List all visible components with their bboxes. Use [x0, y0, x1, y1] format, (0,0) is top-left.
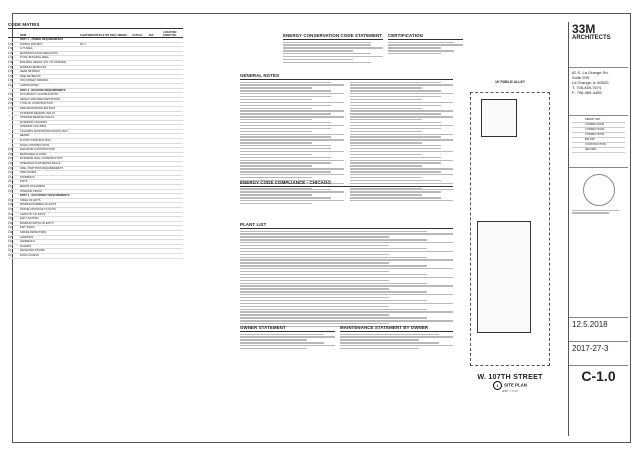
table-row: 2.10 FIRE DOORS [8, 171, 183, 176]
table-row: 2.09 FIRE / PARTITION REQUIREMENTS [8, 167, 183, 172]
energy-conservation-statement [283, 33, 383, 71]
firm-logo: 33M [572, 21, 596, 36]
issue-date: 12.5.2018 [572, 319, 608, 329]
plant-list-title: PLANT LIST [240, 222, 453, 229]
table-row: BEAMS [8, 134, 183, 139]
project-number-cell [569, 342, 628, 366]
energy-code-compliance-title: ENERGY CODE COMPLIANCE - CHICAGO [240, 180, 453, 187]
table-row: 1.05 BUILDING HEIGHT (NO. OF STORIES) [8, 61, 183, 66]
architect-stamp [583, 174, 615, 206]
revision-row: CORRECTIONS [572, 133, 625, 138]
sheet-number: C-1.0 [581, 367, 616, 384]
lot-outline [470, 92, 550, 366]
table-row: 3.09 LANDINGS [8, 236, 183, 241]
detail-number: 1 [493, 381, 502, 390]
table-row: PART 3 - OCCUPANCY REQUIREMENTS [8, 194, 183, 199]
table-row: 3.01 TABLE OF EXITS [8, 199, 183, 204]
firm-address: 82 S. La Grange Rd. Suite 205 La Grange, IL 60525 T: 708-469-7674 F: 708-469-4455 [569, 68, 628, 116]
table-row: 1.06 MINIMUM SETBACKS [8, 66, 183, 71]
table-row: 3.06 MINIMUM WIDTH OF EXITS [8, 222, 183, 227]
energy-conservation-title: ENERGY CONSERVATION CODE STATEMENT [283, 33, 383, 38]
certification [388, 33, 463, 71]
table-row: FLOOR CONSTRUCTION [8, 139, 183, 144]
owner-statement [240, 325, 335, 365]
table-row: 1.10 LANDSCAPING [8, 84, 183, 89]
alley-label: 16' PUBLIC ALLEY [494, 80, 526, 84]
certification-title: CERTIFICATION [388, 33, 463, 40]
table-row: 3.08 SMOKE DETECTORS [8, 231, 183, 236]
general-notes [240, 73, 453, 178]
table-row: PART 2 - BUILDING REQUIREMENTS [8, 89, 183, 94]
revision-row: CORRECTIONS [572, 123, 625, 128]
street-label: W. 107TH STREET [477, 372, 543, 381]
table-row: 3.12 RECEIVING ROOMS [8, 249, 183, 254]
table-row: PART 1 - ZONING REQUIREMENTS [8, 38, 183, 43]
table-row: 3.07 EXIT SIGNS [8, 226, 183, 231]
revision-row: CONSTRUCTION [572, 143, 625, 148]
table-row: INTERIOR BEARING WALLS [8, 116, 183, 121]
table-row: ROOF CONSTRUCTION [8, 144, 183, 149]
table-row: 3.10 HANDRAILS [8, 240, 183, 245]
table-row: 1.01 ZONING DISTRICT RT-4 [8, 43, 183, 48]
revision-row: RECORD [572, 148, 625, 153]
table-row: 2.08 OPENINGS IN EXTERIOR WALLS [8, 162, 183, 167]
table-row: 2.02 HEIGHT AND AREA LIMITATIONS [8, 98, 183, 103]
code-matrix-header: ITEM CHAPTER/ARTICLE OR REQ / NEEDS ACTUAL N/A LOCATION SHEET NO. [8, 29, 183, 38]
firm-block [569, 22, 628, 68]
site-plan [458, 80, 562, 393]
code-matrix [8, 22, 183, 436]
code-matrix-body [8, 38, 183, 259]
table-row: 3.05 EXIT LIGHTING [8, 217, 183, 222]
title-block [568, 22, 628, 436]
table-row: 2.01 OCCUPANCY CLASSIFICATION [8, 93, 183, 98]
house-footprint [477, 221, 531, 333]
table-row: 3.02 MINIMUM NUMBER OF EXITS [8, 203, 183, 208]
table-row: 2.12 EXITS [8, 180, 183, 185]
table-row: 2.14 INTERIOR FINISH [8, 190, 183, 195]
table-row: 2.03 TYPE OF CONSTRUCTION [8, 102, 183, 107]
table-row: INTERIOR COLUMNS [8, 125, 183, 130]
table-row: 2.04 FIRE RESISTANCE RATINGS [8, 107, 183, 112]
site-plan-scale: 3/32" = 1'-0" [501, 390, 519, 393]
table-row: 1.02 LOT AREA [8, 47, 183, 52]
table-row: 1.04 TOTAL BUILDING AREA [8, 56, 183, 61]
table-row: 1.09 OFF-STREET PARKING [8, 79, 183, 84]
plant-list [240, 222, 453, 322]
revision-list [569, 116, 628, 168]
maintenance-statement [340, 325, 453, 365]
project-number: 2017-27-3 [572, 343, 609, 353]
table-row: 2.07 EXTERIOR WALL CONSTRUCTION [8, 157, 183, 162]
date-cell [569, 318, 628, 342]
owner-statement-title: OWNER STATEMENT [240, 325, 335, 332]
revision-row: CORRECTIONS [572, 128, 625, 133]
table-row: 2.05 ELEVATOR CONSTRUCTION [8, 148, 183, 153]
table-row: 2.06 MEZZANINE FLOORS [8, 153, 183, 158]
table-row: 2.13 MEANS OF EGRESS [8, 185, 183, 190]
sheet-number-cell [569, 366, 628, 406]
table-row: 2.11 STAIRWAYS [8, 176, 183, 181]
table-row: 3.03 TRAVEL DISTANCE TO EXITS [8, 208, 183, 213]
stamp-area [569, 168, 628, 318]
table-row: 1.07 REAR SETBACK [8, 70, 183, 75]
table-row: EXTERIOR COLUMNS [8, 121, 183, 126]
garage-footprint [481, 99, 517, 137]
revision-row: BID SET [572, 138, 625, 143]
general-notes-title: GENERAL NOTES [240, 73, 453, 80]
site-plan-title: 1 SITE PLAN [454, 381, 566, 390]
code-matrix-title: CODE MATRIX [8, 22, 183, 29]
maintenance-statement-title: MAINTENANCE STATEMENT BY OWNER [340, 325, 453, 332]
table-row: COLUMNS SUPPORTING ROOFS ONLY [8, 130, 183, 135]
table-row: 3.13 ROOF ACCESS [8, 254, 183, 259]
revision-row: PERMIT SET [572, 118, 625, 123]
table-row: 3.04 CAPACITY OF EXITS [8, 213, 183, 218]
table-row: 3.11 GUARDS [8, 245, 183, 250]
table-row: EXTERIOR BEARING WALLS [8, 112, 183, 117]
table-row: 1.08 SIDE SETBACKS [8, 75, 183, 80]
firm-name: ARCHITECTS [572, 34, 611, 41]
table-row: 1.03 MAXIMUM FLOOR AREA RATIO [8, 52, 183, 57]
energy-code-compliance [240, 180, 453, 220]
